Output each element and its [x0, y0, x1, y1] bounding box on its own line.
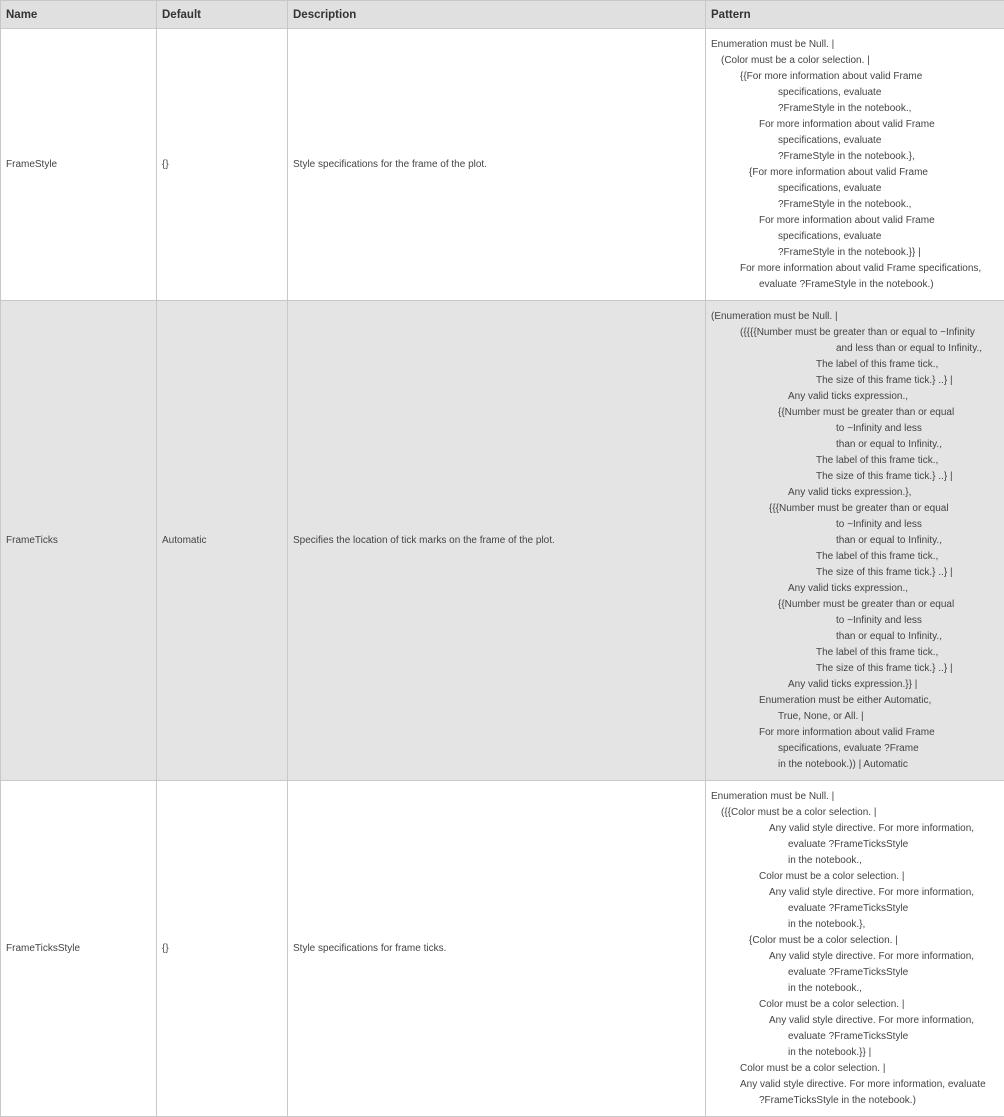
pattern-line: Any valid ticks expression., — [711, 581, 999, 597]
pattern-line: evaluate ?FrameStyle in the notebook.) — [711, 277, 999, 293]
pattern-line: in the notebook.)) | Automatic — [711, 757, 999, 773]
pattern-line: evaluate ?FrameTicksStyle — [711, 1029, 999, 1045]
header-description: Description — [288, 1, 706, 29]
pattern-line: True, None, or All. | — [711, 709, 999, 725]
pattern-line: Any valid ticks expression., — [711, 389, 999, 405]
header-name: Name — [1, 1, 157, 29]
cell-default: Automatic — [157, 301, 288, 781]
pattern-line: The size of this frame tick.} ..} | — [711, 661, 999, 677]
pattern-line: ({{Color must be a color selection. | — [711, 805, 999, 821]
pattern-line: {For more information about valid Frame — [711, 165, 999, 181]
pattern-line: ?FrameStyle in the notebook., — [711, 101, 999, 117]
header-pattern: Pattern — [706, 1, 1004, 29]
pattern-line: to −Infinity and less — [711, 613, 999, 629]
pattern-line: Enumeration must be Null. | — [711, 37, 999, 53]
pattern-line: {Color must be a color selection. | — [711, 933, 999, 949]
pattern-line: Color must be a color selection. | — [711, 1061, 999, 1077]
pattern-line: The label of this frame tick., — [711, 357, 999, 373]
pattern-line: in the notebook., — [711, 981, 999, 997]
cell-pattern — [706, 781, 1004, 1117]
cell-description: Specifies the location of tick marks on the frame of the plot. — [288, 301, 706, 781]
pattern-line: {{Number must be greater than or equal — [711, 405, 999, 421]
pattern-line: specifications, evaluate — [711, 229, 999, 245]
pattern-line: to −Infinity and less — [711, 517, 999, 533]
table-row — [1, 781, 1004, 1117]
cell-name: FrameStyle — [1, 29, 157, 301]
cell-default: {} — [157, 781, 288, 1117]
pattern-line: For more information about valid Frame — [711, 725, 999, 741]
pattern-line: The label of this frame tick., — [711, 645, 999, 661]
pattern-line: Any valid style directive. For more information, — [711, 1013, 999, 1029]
pattern-line: The label of this frame tick., — [711, 549, 999, 565]
pattern-line: evaluate ?FrameTicksStyle — [711, 837, 999, 853]
pattern-line: specifications, evaluate — [711, 181, 999, 197]
pattern-line: {{For more information about valid Frame — [711, 69, 999, 85]
cell-name: FrameTicks — [1, 301, 157, 781]
pattern-line: Any valid style directive. For more information, — [711, 821, 999, 837]
cell-pattern — [706, 301, 1004, 781]
pattern-line: Any valid ticks expression.}, — [711, 485, 999, 501]
pattern-line: Any valid style directive. For more information, — [711, 885, 999, 901]
pattern-line: ?FrameTicksStyle in the notebook.) — [711, 1093, 999, 1109]
pattern-line: Color must be a color selection. | — [711, 869, 999, 885]
header-row — [1, 1, 1004, 29]
pattern-line: ?FrameStyle in the notebook.}} | — [711, 245, 999, 261]
header-default: Default — [157, 1, 288, 29]
pattern-line: For more information about valid Frame — [711, 213, 999, 229]
cell-default: {} — [157, 29, 288, 301]
cell-description: Style specifications for the frame of the plot. — [288, 29, 706, 301]
table-row — [1, 29, 1004, 301]
pattern-line: in the notebook.}, — [711, 917, 999, 933]
pattern-line: {{Number must be greater than or equal — [711, 597, 999, 613]
pattern-line: For more information about valid Frame specifications, — [711, 261, 999, 277]
pattern-line: in the notebook., — [711, 853, 999, 869]
pattern-line: Enumeration must be either Automatic, — [711, 693, 999, 709]
pattern-line: Any valid ticks expression.}} | — [711, 677, 999, 693]
pattern-line: than or equal to Infinity., — [711, 629, 999, 645]
pattern-line: specifications, evaluate ?Frame — [711, 741, 999, 757]
pattern-line: to −Infinity and less — [711, 421, 999, 437]
pattern-line: The size of this frame tick.} ..} | — [711, 373, 999, 389]
pattern-line: Any valid style directive. For more information, evaluate — [711, 1077, 999, 1093]
pattern-line: Color must be a color selection. | — [711, 997, 999, 1013]
pattern-line: ({{{{Number must be greater than or equal to −Infinity — [711, 325, 999, 341]
pattern-line: The size of this frame tick.} ..} | — [711, 565, 999, 581]
pattern-line: The label of this frame tick., — [711, 453, 999, 469]
pattern-line: For more information about valid Frame — [711, 117, 999, 133]
cell-pattern — [706, 29, 1004, 301]
pattern-line: specifications, evaluate — [711, 85, 999, 101]
pattern-line: specifications, evaluate — [711, 133, 999, 149]
pattern-line: (Enumeration must be Null. | — [711, 309, 999, 325]
pattern-line: evaluate ?FrameTicksStyle — [711, 901, 999, 917]
pattern-line: The size of this frame tick.} ..} | — [711, 469, 999, 485]
cell-name: FrameTicksStyle — [1, 781, 157, 1117]
pattern-line: and less than or equal to Infinity., — [711, 341, 999, 357]
pattern-line: Enumeration must be Null. | — [711, 789, 999, 805]
pattern-line: than or equal to Infinity., — [711, 533, 999, 549]
cell-description: Style specifications for frame ticks. — [288, 781, 706, 1117]
pattern-line: in the notebook.}} | — [711, 1045, 999, 1061]
pattern-line: ?FrameStyle in the notebook., — [711, 197, 999, 213]
pattern-line: (Color must be a color selection. | — [711, 53, 999, 69]
pattern-line: evaluate ?FrameTicksStyle — [711, 965, 999, 981]
pattern-line: than or equal to Infinity., — [711, 437, 999, 453]
pattern-line: {{{Number must be greater than or equal — [711, 501, 999, 517]
pattern-line: Any valid style directive. For more information, — [711, 949, 999, 965]
table-row — [1, 301, 1004, 781]
pattern-line: ?FrameStyle in the notebook.}, — [711, 149, 999, 165]
